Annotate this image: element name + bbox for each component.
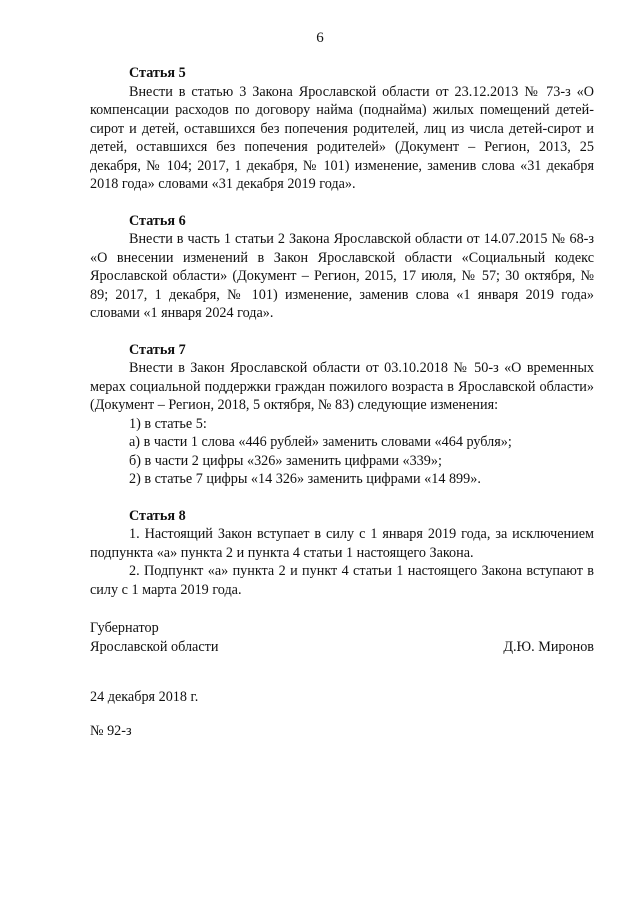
article-list-item: 2) в статье 7 цифры «14 326» заменить цифрами «14 899». (129, 471, 481, 487)
article-paragraph: Внести в статью 3 Закона Ярославской области от 23.12.2013 № 73-з «О компенсации расходов по договору найма (поднайма) жилых помещений детей-сирот и детей, оставшихся без попечения родителей, лиц из числа детей-сирот и детей, оставшихся без попечения родителей» (Документ – Регион, 2013, 25 декабря, № 104; 2017, 1 декабря, № 101) изменение, заменив слова «31 декабря 2018 года» словами «31 декабря 2019 года». (90, 83, 594, 192)
article-list-item: а) в части 1 слова «446 рублей» заменить словами «464 рубля»; (129, 434, 512, 450)
document-date: 24 декабря 2018 г. (90, 689, 199, 705)
signatory-title-line2: Ярославской области (90, 638, 219, 655)
article-paragraph: 1. Настоящий Закон вступает в силу с 1 января 2019 года, за исключением подпункта «а» пункта 2 и пункта 4 статьи 1 настоящего Закона. (90, 526, 594, 561)
article-paragraph: 2. Подпункт «а» пункта 2 и пункт 4 статьи 1 настоящего Закона вступают в силу с 1 марта 2019 года. (90, 563, 594, 598)
article-5 (90, 64, 594, 194)
signature-row (90, 638, 594, 657)
page-number: 6 (316, 30, 324, 46)
article-paragraph: Внести в Закон Ярославской области от 03.10.2018 № 50-з «О временных мерах социальной поддержки граждан пожилого возраста в Ярославской области» (Документ – Регион, 2018, 5 октября, № 83) следующие изменения: (90, 360, 594, 413)
article-7 (90, 341, 594, 489)
law-number: № 92-з (90, 723, 132, 739)
document-body (90, 64, 594, 617)
article-list-item: 1) в статье 5: (129, 415, 207, 432)
signatory-title-line1: Губернатор (90, 620, 159, 636)
article-8 (90, 507, 594, 600)
article-paragraph: Внести в часть 1 статьи 2 Закона Ярославской области от 14.07.2015 № 68-з «О внесении изменений в Закон Ярославской области «Социальный кодекс Ярославской области» (Документ – Регион, 2015, 17 июля, № 57; 30 октября, № 89; 2017, 1 декабря, № 101) изменение, заменив слова «1 января 2019 года» словами «1 января 2024 года». (90, 231, 594, 321)
article-6 (90, 212, 594, 323)
article-heading: Статья 7 (129, 341, 186, 358)
article-heading: Статья 8 (129, 507, 186, 524)
article-heading: Статья 5 (129, 65, 186, 81)
article-list-item: б) в части 2 цифры «326» заменить цифрами «339»; (129, 452, 442, 469)
signatory-name: Д.Ю. Миронов (503, 638, 594, 655)
article-heading: Статья 6 (129, 212, 186, 229)
signature-block (90, 619, 594, 656)
